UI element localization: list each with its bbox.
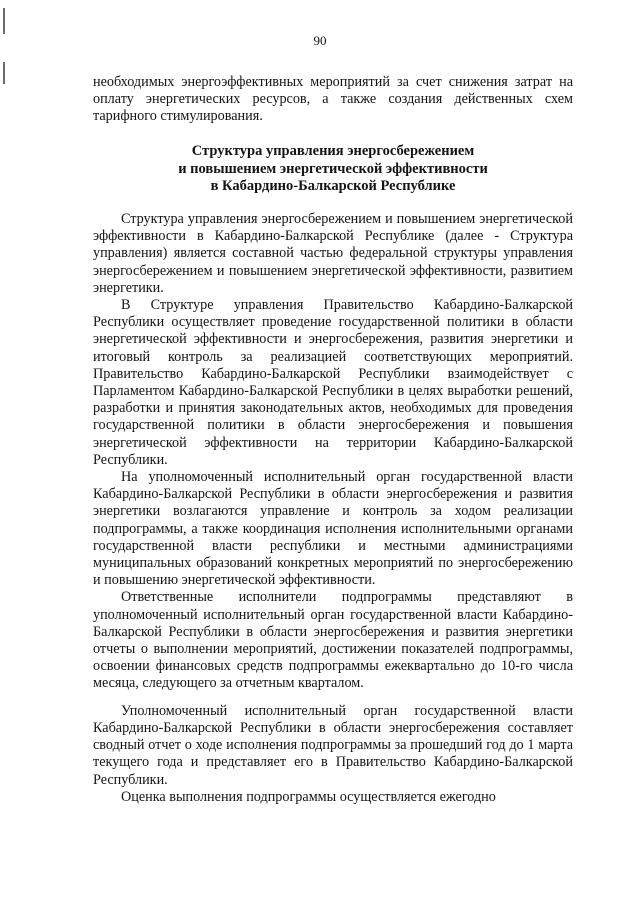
page-number: 90 [313,33,327,48]
heading-line: в Кабардино-Балкарской Республике [210,178,456,194]
section-body [93,211,573,806]
intro-paragraph: необходимых энергоэффективных мероприятий за счет снижения затрат на оплату энергетических ресурсов, а также создания действенных схем тарифного стимулирования. [93,74,573,125]
section-heading [93,143,573,196]
heading-line: и повышением энергетической эффективности [178,160,488,177]
paragraph-government: В Структуре управления Правительство Кабардино-Балкарской Республики осуществляет проведение государственной политики в области энергетической эффективности и энергосбережения, развития энергетики и итоговый контроль за реализацией соответствующих мероприятий. Правительство Кабардино-Балкарской Республики взаимодействует с Парламентом Кабардино-Балкарской Республики в целях выработки решений, разработки и принятия законодательных актов, необходимых для проведения государственной политики в области энергосбережения и повышения энергетической эффективности на территории Кабардино-Балкарской Республики. [93,297,573,468]
heading-line: Структура управления энергосбережением [191,143,475,159]
paragraph-authorized-body: На уполномоченный исполнительный орган государственной власти Кабардино-Балкарской Республики в области энергосбережения и развития энергетики возлагаются управление и контроль за ходом реализации подпрограммы, а также координация исполнения исполнительными органами государственной власти республики и местными администрациями муниципальных образований конкретных мероприятий по энергосбережению и повышению энергетической эффективности. [93,469,573,589]
paragraph-evaluation: Оценка выполнения подпрограммы осуществляется ежегодно [121,788,496,805]
scan-edge-mark [3,8,5,34]
scan-edge-mark [3,62,5,84]
paragraph-summary-report: Уполномоченный исполнительный орган государственной власти Кабардино-Балкарской Республики в области энергосбережения составляет сводный отчет о ходе исполнения подпрограммы за прошедший год до 1 марта текущего года и представляет его в Правительство Кабардино-Балкарской Республики. [93,702,573,788]
paragraph-structure: Структура управления энергосбережением и повышением энергетической эффективности в Кабардино-Балкарской Республике (далее - Структура управления) является составной частью федеральной структуры управления энергосбережением и повышением энергетической эффективности, развитием энергетики. [93,211,573,296]
paragraph-reporting: Ответственные исполнители подпрограммы представляют в уполномоченный исполнительный орган государственной власти Кабардино-Балкарской Республики в области энергосбережения и развития энергетики отчеты о выполнении мероприятий, достижении показателей подпрограммы, освоении финансовых средств подпрограммы ежеквартально до 10-го числа месяца, следующего за отчетным кварталом. [93,589,573,692]
